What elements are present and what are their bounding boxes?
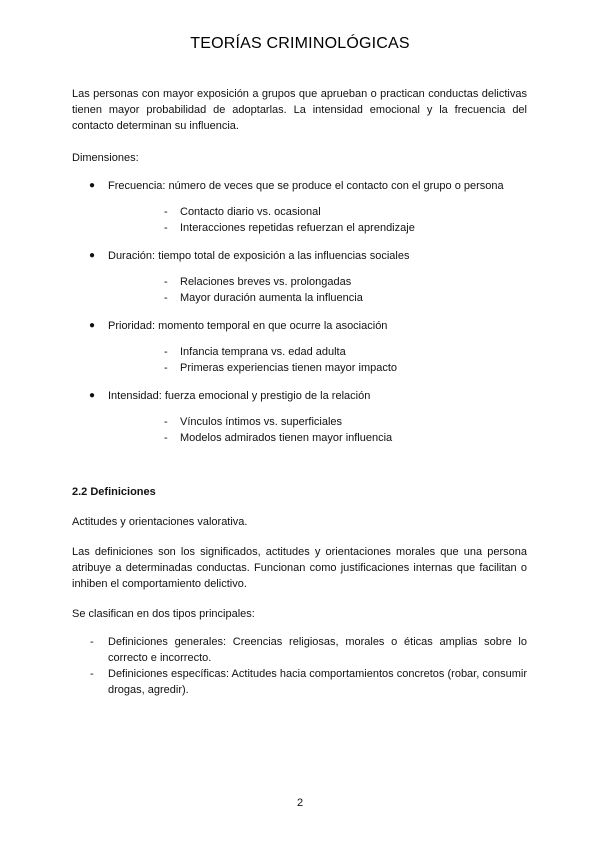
list-item [108,414,527,430]
dash-icon: - [164,222,168,234]
bullet-icon: ● [89,390,96,401]
dimension-sublist [108,274,527,306]
sub-item-text: Contacto diario vs. ocasional [180,206,321,218]
section-heading: 2.2 Definiciones [72,486,156,498]
dash-icon: - [164,416,168,428]
sub-item-text: Infancia temprana vs. edad adulta [180,346,346,358]
list-item [108,344,527,360]
list-item [108,204,527,220]
list-item [108,360,527,376]
dimension-label: Duración: tiempo total de exposición a las influencias sociales [108,250,410,262]
dimension-item-intensidad [72,388,527,446]
bullet-icon: ● [89,250,96,261]
types-label: Se clasifican en dos tipos principales: [72,608,255,620]
dimension-label: Frecuencia: número de veces que se produce el contacto con el grupo o persona [108,180,504,192]
dimension-sublist [108,344,527,376]
intro-paragraph: Las personas con mayor exposición a grupos que aprueban o practican conductas delictivas tienen mayor probabilidad de adoptarlas. La intensidad emocional y la frecuencia del contacto determinan su influencia. [72,88,527,132]
bullet-icon: ● [89,320,96,331]
list-item [108,290,527,306]
bullet-icon: ● [89,180,96,191]
list-item [108,274,527,290]
sub-item-text: Vínculos íntimos vs. superficiales [180,416,343,428]
list-item [108,220,527,236]
definition-type-text: Definiciones generales: Creencias religiosas, morales o éticas amplias sobre lo correcto e incorrecto. [108,636,527,664]
list-item [72,634,527,666]
dash-icon: - [164,362,168,374]
sub-item-text: Relaciones breves vs. prolongadas [180,276,352,288]
dimensions-list [72,178,527,446]
dimension-item-frecuencia [72,178,527,236]
dash-icon: - [164,292,168,304]
definitions-paragraph: Las definiciones son los significados, actitudes y orientaciones morales que una persona atribuye a determinadas conductas. Funcionan como justificaciones internas que facilitan o inhiben el comportamiento delictivo. [72,546,527,590]
list-item [72,666,527,698]
section-subtitle: Actitudes y orientaciones valorativa. [72,516,248,528]
sub-item-text: Primeras experiencias tienen mayor impacto [180,362,398,374]
page-title: TEORÍAS CRIMINOLÓGICAS [190,35,410,52]
dash-icon: - [90,636,94,648]
dimension-sublist [108,204,527,236]
sub-item-text: Mayor duración aumenta la influencia [180,292,363,304]
dimension-item-duracion [72,248,527,306]
list-item [108,430,527,446]
dash-icon: - [164,346,168,358]
sub-item-text: Modelos admirados tienen mayor influencia [180,432,393,444]
page-number: 2 [296,797,304,809]
sub-item-text: Interacciones repetidas refuerzan el aprendizaje [180,222,415,234]
dash-icon: - [164,276,168,288]
dimension-label: Prioridad: momento temporal en que ocurre la asociación [108,320,388,332]
dash-icon: - [164,432,168,444]
dimension-sublist [108,414,527,446]
definition-type-text: Definiciones específicas: Actitudes hacia comportamientos concretos (robar, consumir drogas, agredir). [108,668,527,696]
dash-icon: - [90,668,94,680]
document-body [72,86,527,698]
dimensions-label: Dimensiones: [72,152,139,164]
dash-icon: - [164,206,168,218]
dimension-item-prioridad [72,318,527,376]
definition-types-list [72,634,527,698]
dimension-label: Intensidad: fuerza emocional y prestigio de la relación [108,390,371,402]
